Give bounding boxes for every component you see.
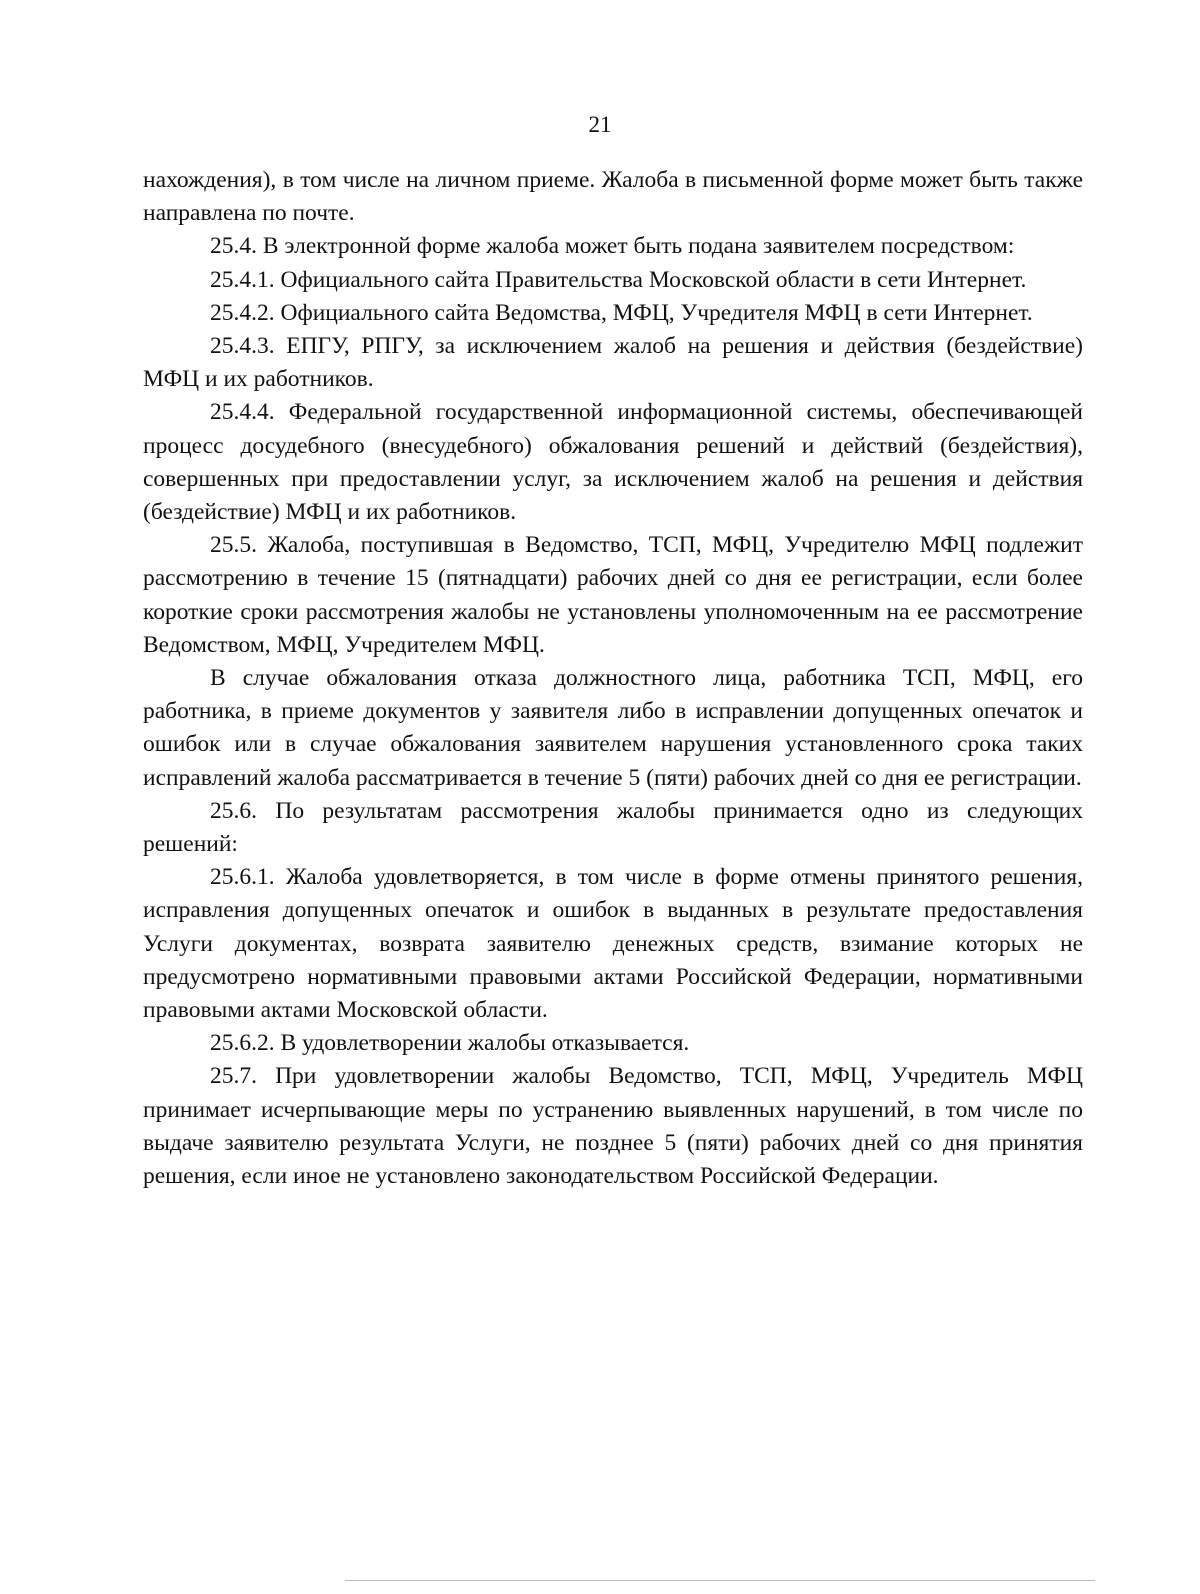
paragraph-25-4-1: 25.4.1. Официального сайта Правительства Московской области в сети Интернет.	[210, 266, 1027, 293]
paragraph-25-6: 25.6. По результатам рассмотрения жалобы принимается одно из следующих решений:	[143, 797, 1083, 858]
paragraph-25-5-appeal: В случае обжалования отказа должностного лица, работника ТСП, МФЦ, его работника, в приеме документов у заявителя либо в исправлении допущенных опечаток и ошибок или в случае обжалования заявителем нарушения установленного срока таких исправлений жалоба рассматривается в течение 5 (пяти) рабочих дней со дня ее регистрации.	[143, 665, 1083, 791]
paragraph-25-7: 25.7. При удовлетворении жалобы Ведомство, ТСП, МФЦ, Учредитель МФЦ принимает исчерпывающие меры по устранению выявленных нарушений, в том числе по выдаче заявителю результата Услуги, не позднее 5 (пяти) рабочих дней со дня принятия решения, если иное не установлено законодательством Российской Федерации.	[143, 1063, 1083, 1190]
paragraph-25-6-2: 25.6.2. В удовлетворении жалобы отказывается.	[210, 1030, 690, 1057]
paragraph-25-4-2: 25.4.2. Официального сайта Ведомства, МФЦ, Учредителя МФЦ в сети Интернет.	[210, 299, 1033, 326]
paragraph-25-5: 25.5. Жалоба, поступившая в Ведомство, ТСП, МФЦ, Учредителю МФЦ подлежит рассмотрению в течение 15 (пятнадцати) рабочих дней со дня ее регистрации, если более короткие сроки рассмотрения жалобы не установлены уполномоченным на ее рассмотрение Ведомством, МФЦ, Учредителем МФЦ.	[143, 532, 1083, 658]
paragraph-25-4: 25.4. В электронной форме жалоба может быть подана заявителем посредством:	[210, 233, 1015, 260]
document-body	[143, 164, 1083, 1193]
page-number: 21	[588, 112, 612, 137]
paragraph-25-4-4: 25.4.4. Федеральной государственной информационной системы, обеспечивающей процесс досудебного (внесудебного) обжалования решений и действий (бездействия), совершенных при предоставлении услуг, за исключением жалоб на решения и действия (бездействие) МФЦ и их работников.	[143, 399, 1083, 526]
bottom-scan-edge	[345, 1580, 1095, 1581]
paragraph-continuation: нахождения), в том числе на личном приеме. Жалоба в письменной форме может быть также направлена по почте.	[143, 167, 1083, 227]
paragraph-25-4-3: 25.4.3. ЕПГУ, РПГУ, за исключением жалоб на решения и действия (бездействие) МФЦ и их работников.	[143, 333, 1083, 393]
paragraph-25-6-1: 25.6.1. Жалоба удовлетворяется, в том числе в форме отмены принятого решения, исправления допущенных опечаток и ошибок в выданных в результате предоставления Услуги документах, возврата заявителю денежных средств, взимание которых не предусмотрено нормативными правовыми актами Российской Федерации, нормативными правовыми актами Московской области.	[143, 864, 1083, 1024]
